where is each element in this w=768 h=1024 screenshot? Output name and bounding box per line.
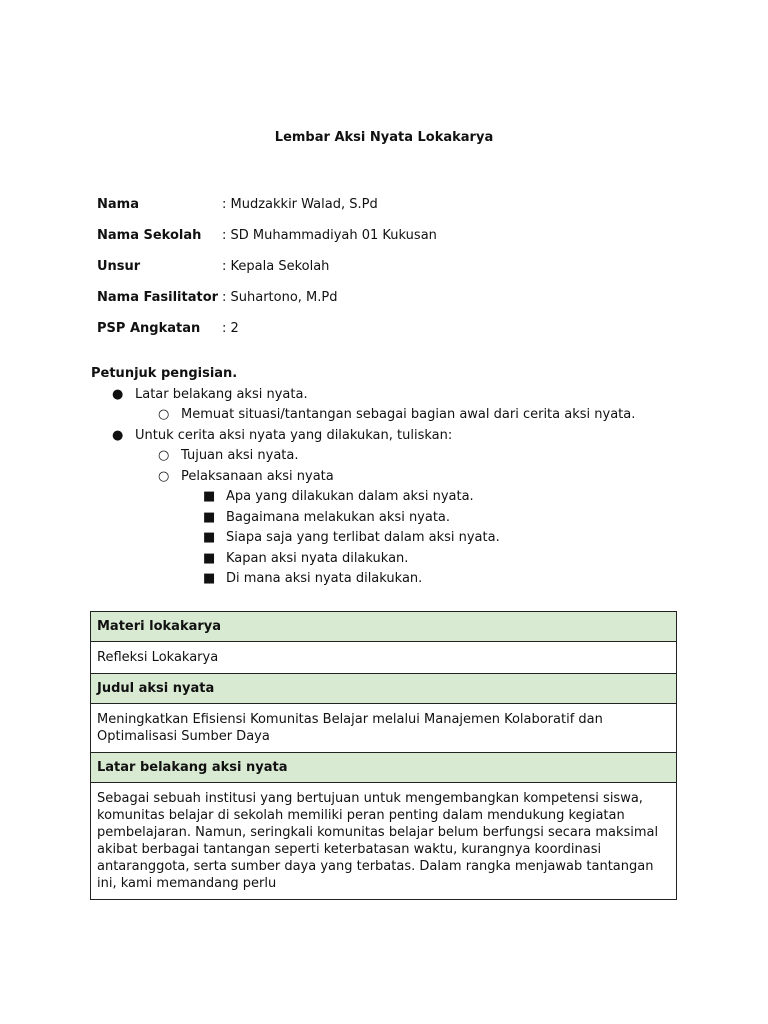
judul-value: Meningkatkan Efisiensi Komunitas Belajar melalui Manajemen Kolaboratif dan Optimalisasi Sumber Daya	[91, 704, 676, 753]
list-item-text: Apa yang dilakukan dalam aksi nyata.	[226, 489, 474, 504]
action-form-table	[90, 611, 677, 900]
bullet-icon: ●	[112, 387, 124, 402]
circle-bullet-icon: ○	[158, 407, 170, 422]
latar-header: Latar belakang aksi nyata	[91, 753, 676, 783]
materi-header: Materi lokakarya	[91, 612, 676, 642]
list-item-text: Tujuan aksi nyata.	[181, 448, 299, 463]
square-bullet-icon: ■	[203, 551, 216, 566]
list-item-text: Memuat situasi/tantangan sebagai bagian awal dari cerita aksi nyata.	[181, 407, 636, 422]
identity-row-nama	[97, 197, 437, 228]
circle-bullet-icon: ○	[158, 469, 170, 484]
list-item-text: Latar belakang aksi nyata.	[135, 387, 308, 402]
identity-value: : Suhartono, M.Pd	[222, 290, 338, 305]
list-item-text: Di mana aksi nyata dilakukan.	[226, 571, 423, 586]
list-item-text: Siapa saja yang terlibat dalam aksi nyata.	[226, 530, 500, 545]
list-item-text: Kapan aksi nyata dilakukan.	[226, 551, 409, 566]
judul-header: Judul aksi nyata	[91, 674, 676, 704]
identity-label: Nama Fasilitator	[97, 290, 219, 305]
identity-table	[97, 197, 437, 352]
identity-label: Unsur	[97, 259, 141, 274]
list-item-text: Pelaksanaan aksi nyata	[181, 469, 334, 484]
circle-bullet-icon: ○	[158, 448, 170, 463]
document-title: Lembar Aksi Nyata Lokakarya	[274, 130, 494, 145]
identity-value: : Mudzakkir Walad, S.Pd	[222, 197, 378, 212]
identity-row-unsur	[97, 259, 437, 290]
identity-row-angkatan	[97, 321, 437, 352]
identity-value: : 2	[222, 321, 239, 336]
square-bullet-icon: ■	[203, 530, 216, 545]
square-bullet-icon: ■	[203, 489, 216, 504]
square-bullet-icon: ■	[203, 510, 216, 525]
square-bullet-icon: ■	[203, 571, 216, 586]
identity-label: Nama	[97, 197, 139, 212]
materi-value: Refleksi Lokakarya	[91, 642, 676, 674]
list-item-text: Untuk cerita aksi nyata yang dilakukan, tuliskan:	[135, 428, 453, 443]
instructions-heading: Petunjuk pengisian.	[91, 366, 238, 381]
identity-row-fasilitator	[97, 290, 437, 321]
identity-value: : SD Muhammadiyah 01 Kukusan	[222, 228, 437, 243]
identity-row-nama-sekolah	[97, 228, 437, 259]
list-item-text: Bagaimana melakukan aksi nyata.	[226, 510, 451, 525]
bullet-icon: ●	[112, 428, 124, 443]
latar-value: Sebagai sebuah institusi yang bertujuan untuk mengembangkan kompetensi siswa, komunitas belajar di sekolah memiliki peran penting dalam mendukung kegiatan pembelajaran. Namun, seringkali komunitas belajar belum berfungsi secara maksimal akibat berbagai tantangan seperti keterbatasan waktu, kurangnya koordinasi antaranggota, serta sumber daya yang terbatas. Dalam rangka menjawab tantangan ini, kami memandang perlu	[97, 791, 659, 891]
identity-label: PSP Angkatan	[97, 321, 201, 336]
identity-value: : Kepala Sekolah	[222, 259, 330, 274]
identity-label: Nama Sekolah	[97, 228, 202, 243]
